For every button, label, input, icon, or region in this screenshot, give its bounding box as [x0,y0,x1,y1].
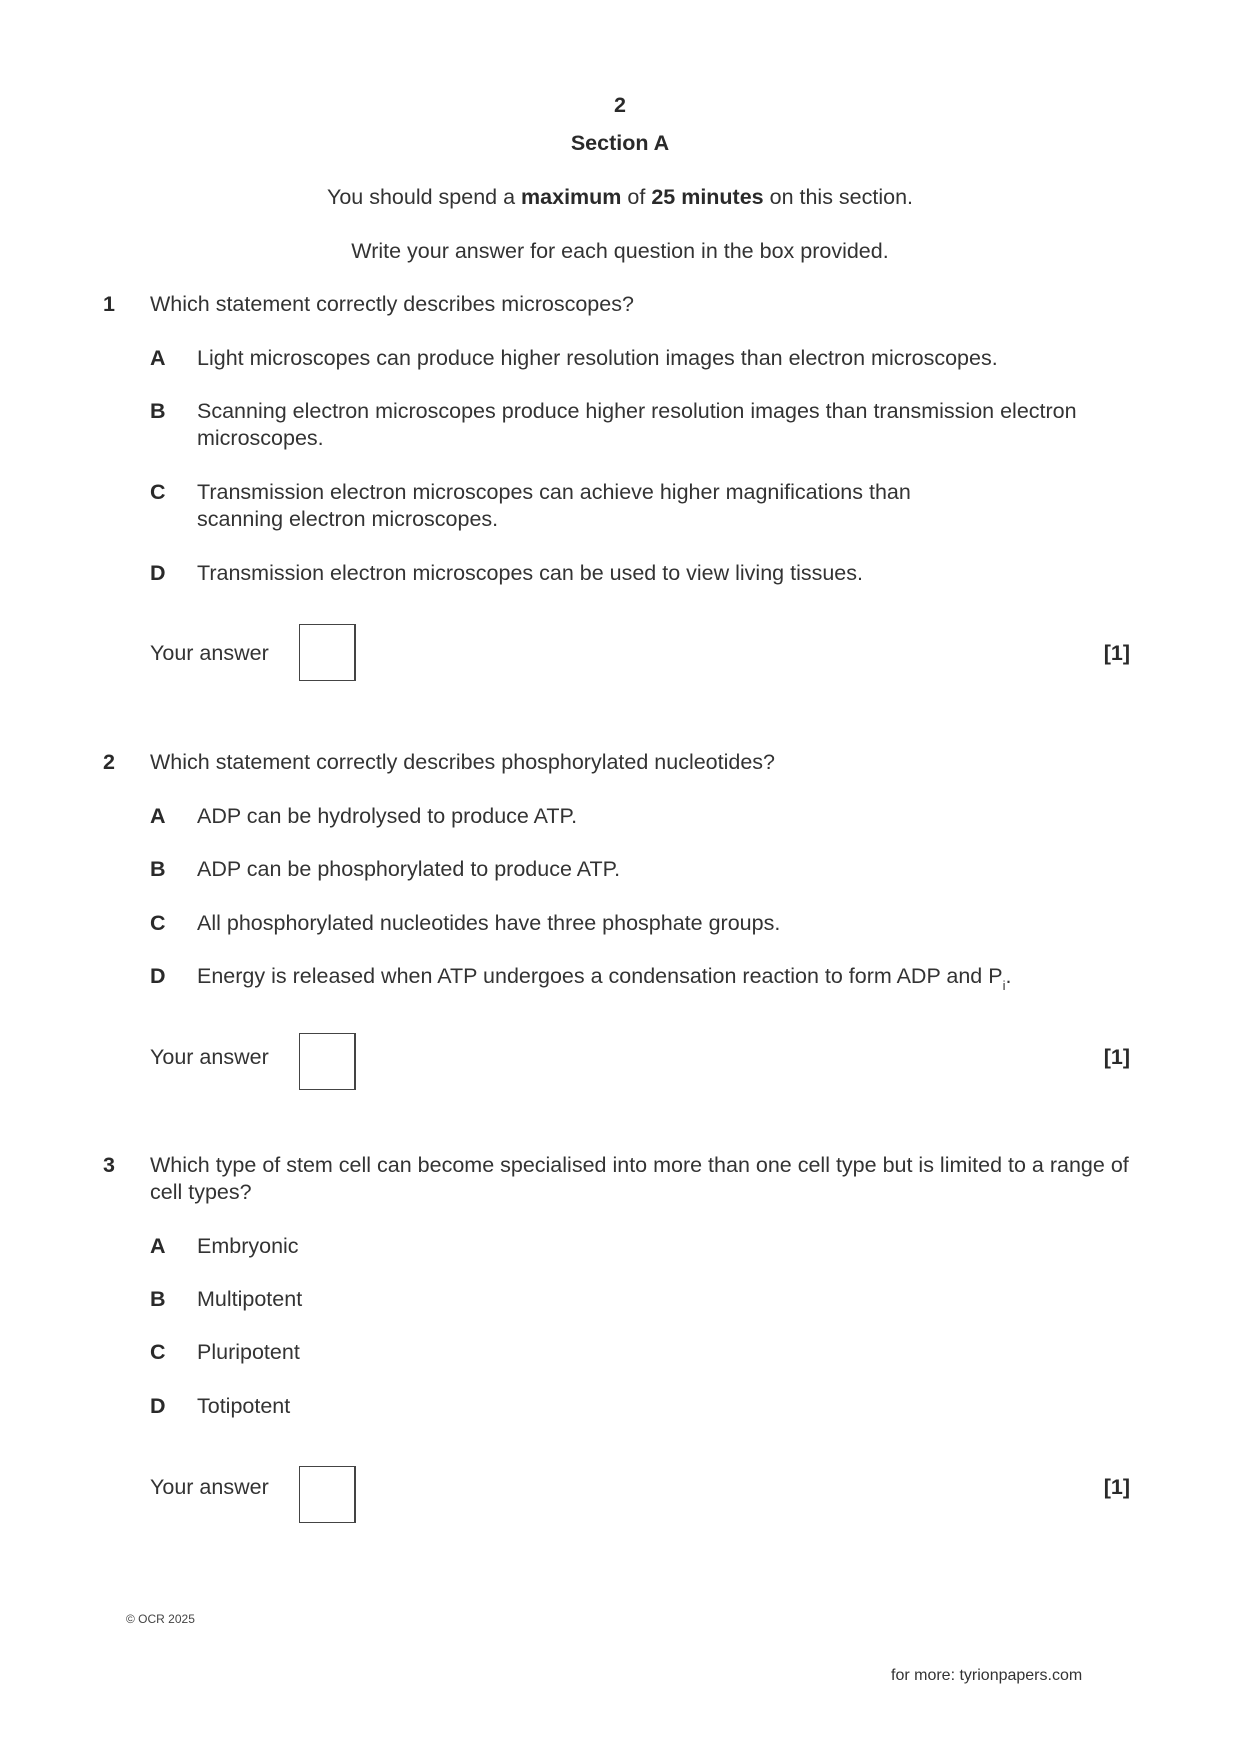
option-letter-d: D [150,964,166,988]
time-instruction-post: on this section. [763,185,914,209]
section-title: Section A [570,131,670,155]
marks-indicator: [1] [1103,1045,1130,1069]
option-letter-a: A [150,346,166,370]
page-number: 2 [614,93,626,117]
answer-instruction: Write your answer for each question in the box provided. [351,239,889,263]
option-text-d-suffix: . [1005,964,1012,988]
option-text-a: Embryonic [197,1234,299,1258]
question-number: 2 [103,750,115,774]
option-letter-b: B [150,1287,166,1311]
time-instruction-emphasis-maximum: maximum [521,185,622,209]
answer-label: Your answer [150,1475,269,1499]
time-instruction-mid: of [621,185,652,209]
time-instruction [0,184,1240,211]
answer-label: Your answer [150,1045,269,1069]
marks-indicator: [1] [1103,1475,1130,1499]
copyright-notice: © OCR 2025 [126,1612,195,1626]
answer-box-q2[interactable] [299,1033,356,1090]
source-note: for more: tyrionpapers.com [891,1667,1083,1684]
time-instruction-pre: You should spend a [326,185,522,209]
option-text-a: Light microscopes can produce higher resolution images than electron microscopes. [197,346,998,370]
option-text-b: Scanning electron microscopes produce higher resolution images than transmission electron microscopes. [197,399,1077,450]
option-letter-c: C [150,1340,166,1364]
question-text: Which statement correctly describes microscopes? [150,292,634,316]
option-letter-a: A [150,804,166,828]
option-text-c: Pluripotent [197,1340,300,1364]
option-text-d: Transmission electron microscopes can be used to view living tissues. [197,561,863,585]
option-letter-c: C [150,480,166,504]
option-text-c: Transmission electron microscopes can achieve higher magnifications than scanning electron microscopes. [197,480,911,531]
option-text-c: All phosphorylated nucleotides have three phosphate groups. [197,911,781,935]
question-text: Which type of stem cell can become specialised into more than one cell type but is limited to a range of cell types? [150,1153,1129,1204]
option-letter-d: D [150,561,166,585]
option-letter-d: D [150,1394,166,1418]
option-text-b: Multipotent [197,1287,303,1311]
option-text-d-main: Energy is released when ATP undergoes a condensation reaction to form ADP and P [197,964,1003,988]
option-text-d [197,963,1142,999]
question-text: Which statement correctly describes phosphorylated nucleotides? [150,750,776,774]
option-letter-a: A [150,1234,166,1258]
time-instruction-emphasis-minutes: 25 minutes [651,185,764,209]
option-letter-b: B [150,399,166,423]
option-text-b: ADP can be phosphorylated to produce ATP. [197,857,621,881]
option-letter-c: C [150,911,166,935]
answer-box-q1[interactable] [299,624,356,681]
option-letter-b: B [150,857,166,881]
option-text-a: ADP can be hydrolysed to produce ATP. [197,804,578,828]
phosphate-subscript: i [1002,978,1006,993]
option-text-d: Totipotent [197,1394,291,1418]
question-number: 1 [103,292,115,316]
marks-indicator: [1] [1103,641,1130,665]
answer-box-q3[interactable] [299,1466,356,1523]
question-number: 3 [103,1153,115,1177]
answer-label: Your answer [150,641,269,665]
